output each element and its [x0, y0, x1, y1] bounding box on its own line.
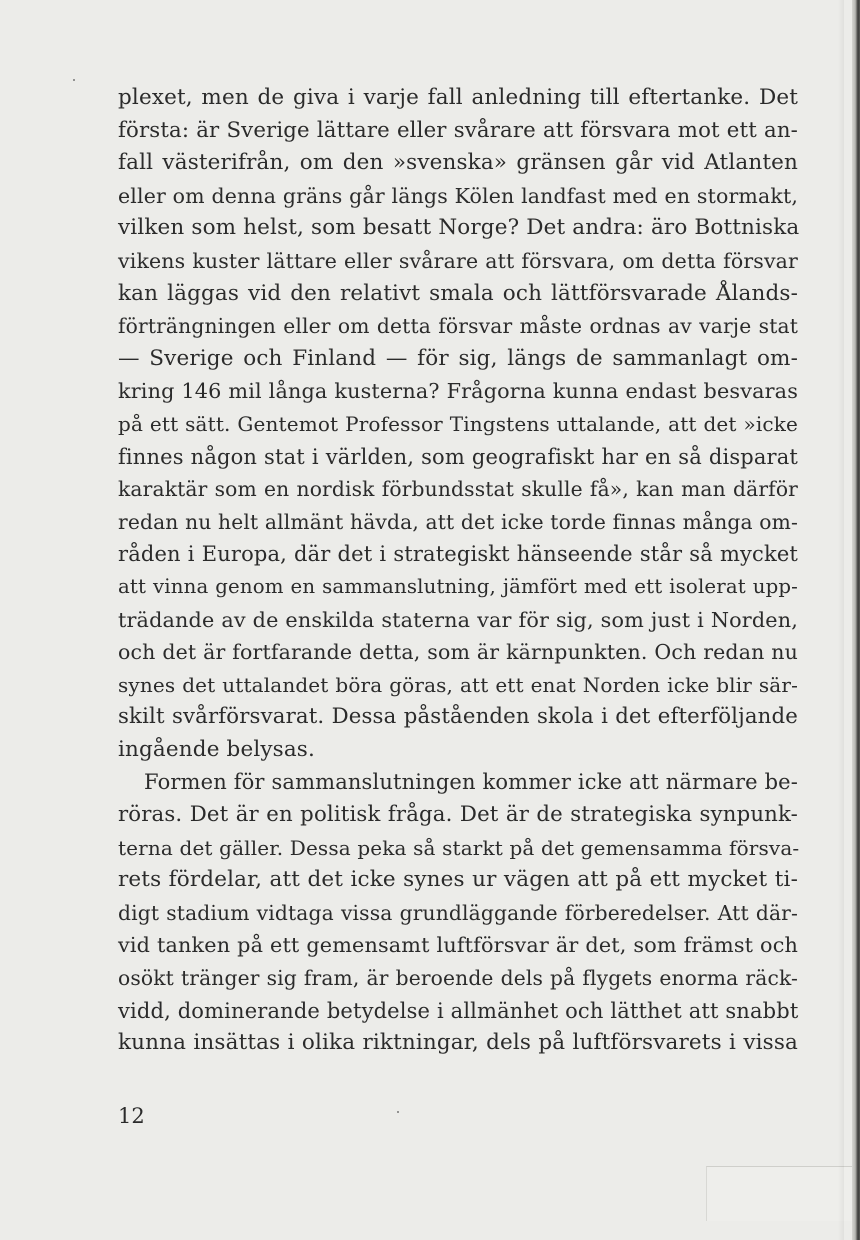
- text-line: på ett sätt. Gentemot Professor Tingstens uttalande, att det »icke: [118, 411, 798, 436]
- text-line: — Sverige och Finland — för sig, längs de sammanlagt om-: [118, 345, 798, 371]
- text-line: synes det uttalandet böra göras, att ett enat Norden icke blir sär-: [118, 672, 798, 697]
- text-line: karaktär som en nordisk förbundsstat skulle få», kan man därför: [118, 477, 798, 502]
- paper-speck: [397, 1111, 399, 1113]
- text-line: trädande av de enskilda staterna var för sig, som just i Norden,: [118, 607, 798, 632]
- body-text: [118, 82, 798, 1060]
- paper-speck: [73, 79, 75, 81]
- text-line: och det är fortfarande detta, som är kärnpunkten. Och redan nu: [118, 640, 798, 665]
- text-line: plexet, men de giva i varje fall anledning till eftertanke. Det: [118, 85, 798, 110]
- text-line: vidd, dominerande betydelse i allmänhet och lätthet att snabbt: [118, 998, 799, 1023]
- text-line: finnes någon stat i världen, som geografiskt har en så disparat: [118, 444, 798, 469]
- book-binding-edge: [852, 0, 860, 1240]
- text-line: kunna insättas i olika riktningar, dels på luftförsvarets i vissa: [118, 1030, 798, 1056]
- text-line: eller om denna gräns går längs Kölen landfast med en stormakt,: [118, 183, 798, 208]
- text-line: att vinna genom en sammanslutning, jämfört med ett isolerat upp-: [118, 574, 798, 598]
- paragraph-end-line: ingående belysas.: [118, 736, 315, 762]
- text-line: vid tanken på ett gemensamt luftförsvar är det, som främst och: [118, 933, 798, 958]
- library-label-patch: [706, 1166, 857, 1221]
- text-line: redan nu helt allmänt hävda, att det icke torde finnas många om-: [118, 509, 798, 534]
- text-line: vikens kuster lättare eller svårare att försvara, om detta försvar: [118, 248, 798, 273]
- text-line: terna det gäller. Dessa peka så starkt på det gemensamma försva-: [118, 835, 800, 860]
- text-line: fall västerifrån, om den »svenska» gränsen går vid Atlanten: [118, 150, 798, 176]
- text-line: kan läggas vid den relativt smala och lättförsvarade Ålands-: [118, 280, 798, 306]
- text-line: skilt svårförsvarat. Dessa påståenden skola i det efterföljande: [118, 704, 798, 730]
- page-number: 12: [118, 1104, 145, 1128]
- text-line: röras. Det är en politisk fråga. Det är de strategiska synpunk-: [118, 802, 798, 828]
- text-line: rets fördelar, att det icke synes ur vägen att på ett mycket ti-: [118, 867, 798, 893]
- text-line: råden i Europa, där det i strategiskt hänseende står så mycket: [118, 542, 798, 567]
- text-line: kring 146 mil långa kusterna? Frågorna kunna endast besvaras: [118, 379, 798, 404]
- page-edge-shadow: [838, 0, 844, 1240]
- text-line: vilken som helst, som besatt Norge? Det andra: äro Bottniska: [118, 215, 800, 241]
- paragraph-start-line: Formen för sammanslutningen kommer icke att närmare be-: [144, 770, 798, 795]
- text-line: förträngningen eller om detta försvar måste ordnas av varje stat: [118, 314, 798, 339]
- text-line: första: är Sverige lättare eller svårare att försvara mot ett an-: [118, 117, 798, 143]
- text-line: osökt tränger sig fram, är beroende dels på flygets enorma räck-: [118, 966, 798, 991]
- text-line: digt stadium vidtaga vissa grundläggande förberedelser. Att där-: [118, 900, 798, 925]
